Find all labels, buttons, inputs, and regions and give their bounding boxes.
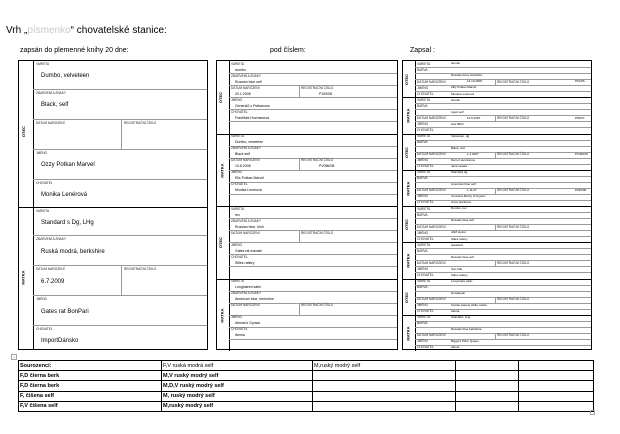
sibling-cell: F,V čišena self — [19, 401, 162, 411]
reg-label: REGISTRAČNÍ ČÍSLO — [497, 260, 530, 265]
sibling-cell — [313, 381, 456, 391]
color-label: BARVA — [417, 248, 428, 253]
variety-value: standard — [451, 242, 463, 247]
breeder-label: CHOVATEL — [417, 127, 434, 132]
variety-value: Velveteen, dg — [451, 133, 470, 138]
block-divider — [403, 134, 591, 135]
under-number-label: pod číslem: — [270, 47, 306, 54]
variety-label: VARIETA — [417, 315, 431, 320]
reg-value: P109/08 — [319, 91, 333, 96]
name-value: Zilly Potkan Marvel — [451, 85, 477, 90]
dam-label: MATKA — [405, 253, 411, 268]
reg-label: REGISTRAČNÍ ČÍSLO — [497, 297, 530, 302]
row-divider — [415, 291, 591, 292]
color-label: BARVA — [417, 212, 428, 217]
color-value: Black, self — [451, 145, 465, 150]
block-divider — [403, 206, 591, 207]
variety-value: dumbo — [451, 97, 461, 102]
birth-label: DATUM NAROZENÍ — [417, 297, 446, 302]
breeder-value: Alenia — [451, 309, 460, 313]
row-divider — [415, 109, 591, 110]
color-value: American blue, berkshire — [235, 297, 274, 301]
row-divider — [415, 103, 591, 104]
title-suffix: “ chovatelské stanice: — [70, 25, 167, 36]
name-label: JMÉNO — [417, 121, 429, 126]
birth-label: DATUM NAROZENÍ — [417, 79, 446, 84]
sire-birth-label: DATUM NAROZENÍ — [36, 121, 65, 125]
reg-value: PV086/08 — [319, 164, 335, 168]
sibling-cell — [456, 361, 519, 371]
color-value: Russian blue, Irish — [235, 224, 264, 229]
variety-label: VARIETA — [417, 206, 431, 211]
cell-divider — [495, 260, 496, 266]
siblings-heading: Sourozenci: — [19, 361, 162, 371]
row-divider — [229, 182, 397, 183]
color-value: Black self — [235, 152, 250, 156]
row-divider — [415, 248, 591, 249]
variety-value: rex — [235, 212, 240, 217]
cell-divider — [495, 152, 496, 158]
color-value: Russian blue self — [451, 218, 474, 223]
variety-label: VARIETA — [231, 61, 245, 66]
breeder-value: Alenia — [451, 345, 460, 350]
reg-value: P10/06 — [575, 79, 585, 84]
variety-label: VARIETA — [231, 134, 245, 138]
variety-value: dumbo — [451, 61, 461, 66]
row-divider — [415, 327, 591, 328]
cell-divider — [299, 230, 300, 242]
breeder-value: Anna Horštová — [451, 200, 471, 205]
birth-label: DATUM NAROZENÍ — [417, 260, 446, 265]
row-divider — [229, 170, 397, 171]
color-value: Agutí self — [451, 109, 464, 114]
name-label: JMÉNO — [417, 339, 429, 344]
dam-label: MATKA — [219, 307, 225, 323]
grandparents-column — [216, 60, 398, 350]
breeder-value: Monika Lenérová — [451, 91, 475, 96]
sire-label: OTEC — [404, 73, 410, 86]
title-prefix: Vrh „ — [6, 25, 28, 36]
row-divider — [415, 285, 591, 286]
sibling-cell — [313, 401, 456, 411]
table-row — [19, 371, 594, 381]
sire-color: Black, self — [41, 102, 69, 108]
great-grandparents-column — [402, 60, 592, 350]
variety-value: Dumbo, velveteen — [235, 140, 264, 144]
reg-value: P230/06 — [575, 188, 587, 193]
name-value: Cerevina Monty of Gyelov — [451, 194, 486, 199]
birth-label: DATUM NAROZENÍ — [231, 85, 260, 90]
row-divider — [415, 85, 591, 86]
page-title — [6, 25, 167, 36]
color-label: BARVA — [417, 67, 428, 72]
sibling-cell — [456, 401, 519, 411]
name-value: Carras sweety white russie — [451, 302, 487, 307]
cell-divider — [495, 297, 496, 303]
row-divider — [415, 303, 591, 304]
reg-label: REGISTRAČNÍ ČÍSLO — [301, 85, 334, 90]
row-divider — [415, 339, 591, 340]
color-value: Russian blue berkshire — [451, 327, 482, 332]
color-label: ZBARVENÍ A ZNAKY — [231, 73, 262, 78]
breeder-label: CHOVATEL — [417, 164, 434, 169]
dam-reg-label: REGISTRAČNÍ ČÍSLO — [124, 267, 157, 271]
row-divider — [415, 266, 591, 267]
variety-label: VARIETA — [417, 97, 431, 102]
sire-color-label: ZBARVENÍ A ZNAKY — [36, 91, 67, 95]
birth-value: 1.11.07 — [467, 188, 477, 193]
variety-value: Longhaired satin — [235, 285, 261, 289]
reg-label: REGISTRAČNÍ ČÍSLO — [301, 158, 334, 162]
birth-value: 10.6.2007 — [467, 115, 481, 120]
row-divider — [229, 327, 397, 328]
sibling-cell: M, ruský modrý self — [162, 391, 313, 401]
dam-label: MATKA — [405, 326, 411, 341]
variety-value: dumbo — [235, 67, 246, 72]
dam-name: Gates rat BonPari — [41, 309, 89, 315]
table-row — [19, 391, 594, 401]
variety-label: VARIETA — [417, 170, 431, 175]
breeder-value: Alenia — [235, 333, 245, 337]
sire-label: OTEC — [21, 125, 27, 138]
color-value: Himalayan — [451, 290, 466, 295]
breeder-label: CHOVATEL — [231, 182, 248, 186]
sibling-cell — [456, 391, 519, 401]
row-divider — [415, 230, 591, 231]
reg-label: REGISTRAČNÍ ČÍSLO — [497, 79, 530, 84]
color-label: BARVA — [417, 103, 428, 108]
breeder-label: CHOVATEL — [417, 200, 434, 205]
row-divider — [229, 339, 397, 340]
cell-divider — [495, 115, 496, 121]
name-label: JMÉNO — [231, 315, 243, 319]
parents-column — [18, 60, 208, 350]
block-divider — [403, 97, 591, 98]
name-value: Sun Flat — [451, 266, 463, 271]
name-label: JMÉNO — [417, 158, 429, 163]
row-divider — [229, 315, 397, 316]
breeder-label: CHOVATEL — [417, 272, 434, 277]
row-divider — [415, 194, 591, 195]
birth-label: DATUM NAROZENÍ — [231, 230, 260, 235]
birth-label: DATUM NAROZENÍ — [231, 303, 260, 307]
color-label: ZBARVENÍ A ZNAKY — [231, 291, 262, 295]
table-resize-handle[interactable] — [590, 410, 595, 415]
cell-divider — [495, 79, 496, 85]
breeder-value: Stiles rattery — [235, 260, 255, 265]
row-divider — [415, 176, 591, 177]
breeder-label: CHOVATEL — [417, 345, 434, 350]
breeder-label: CHOVATEL — [231, 327, 248, 331]
birth-label: DATUM NAROZENÍ — [417, 188, 446, 193]
birth-value: 20.1.2008 — [235, 91, 251, 96]
row-divider — [229, 242, 397, 243]
dam-breeder-label: CHOVATEL — [36, 327, 53, 331]
color-value: Russian dove berkshire — [451, 73, 483, 78]
sire-label: OTEC — [218, 236, 224, 249]
row-divider — [415, 254, 591, 255]
reg-label: REGISTRAČNÍ ČÍSLO — [497, 115, 530, 120]
row-divider — [415, 345, 591, 346]
sire-variety: Dumbo, velveteen — [41, 73, 90, 79]
dam-label: MATKA — [405, 108, 411, 123]
name-label: JMÉNO — [417, 303, 429, 308]
row-divider — [415, 146, 591, 147]
sibling-cell: M,V ruský modrý self — [162, 371, 313, 381]
row-divider — [415, 158, 591, 159]
variety-label: VARIETA — [417, 61, 431, 66]
sibling-cell — [519, 381, 594, 391]
sire-breeder: Monika Lenérová — [41, 192, 88, 198]
reg-value: P50/07 — [575, 115, 585, 120]
variety-label: VARIETA — [231, 206, 245, 211]
variety-label: VARIETA — [417, 134, 431, 138]
name-label: JMÉNO — [231, 97, 243, 102]
sire-label: OTEC — [218, 91, 224, 104]
breeder-value: František Hozmanová — [235, 115, 270, 120]
row-divider — [415, 236, 591, 237]
breeder-value: Jana vesela — [451, 164, 468, 168]
row-divider — [415, 212, 591, 213]
row-divider — [415, 121, 591, 122]
sire-label: OTEC — [404, 146, 410, 158]
dam-label: MATKA — [20, 270, 26, 285]
row-divider — [415, 127, 591, 128]
sire-label: OTEC — [404, 218, 410, 231]
dam-variety-label: VARIETA — [36, 209, 50, 213]
name-label: JMÉNO — [417, 194, 429, 199]
variety-value: Standard, LHg — [451, 315, 471, 320]
variety-value: Dumbo, rex — [451, 206, 467, 211]
dam-name-label: JMÉNO — [36, 297, 48, 301]
reg-label: REGISTRAČNÍ ČÍSLO — [301, 303, 334, 307]
sibling-cell — [519, 361, 594, 371]
sibling-cell — [313, 391, 456, 401]
row-divider — [415, 272, 591, 273]
reg-value: PV460/07 — [575, 151, 589, 156]
color-label: ZBARVENÍ A ZNAKY — [231, 146, 262, 150]
variety-value: Long haire satin — [451, 278, 473, 283]
birth-value: 10.6.2008 — [235, 164, 251, 168]
sibling-cell: M,ruský modrý self — [162, 401, 313, 411]
name-value: Elis Potkan Marvel — [235, 176, 264, 180]
name-label: JMÉNO — [231, 242, 243, 247]
birth-label: DATUM NAROZENÍ — [417, 224, 446, 229]
row-divider — [415, 218, 591, 219]
name-value: Generál2 z Potkanova — [235, 103, 270, 108]
row-divider — [415, 309, 591, 310]
block-divider — [403, 242, 591, 243]
name-value: Gates rat maxakt — [235, 248, 262, 253]
reg-label: REGISTRAČNÍ ČÍSLO — [301, 230, 334, 235]
litter-name: písmenko — [27, 25, 71, 36]
recorded-by-label: Zapsal : — [410, 47, 435, 54]
birth-label: DATUM NAROZENÍ — [231, 158, 260, 162]
color-label: BARVA — [417, 321, 428, 326]
sire-reg-label: REGISTRAČNÍ ČÍSLO — [124, 121, 157, 125]
siblings-table — [18, 360, 594, 412]
row-divider — [229, 97, 397, 98]
color-value: Russian blue self — [451, 254, 474, 259]
sibling-cell: M,D,V ruský modrý self — [162, 381, 313, 391]
color-label: BARVA — [417, 285, 428, 290]
entry-label: zapsán do plemenné knihy 20 dne: — [20, 47, 129, 54]
breeder-value: Stiles rattery — [451, 236, 468, 241]
name-value: Dart of eurotrance — [451, 157, 476, 162]
row-divider — [415, 140, 591, 141]
name-label: JMÉNO — [417, 230, 429, 235]
cell-divider — [495, 188, 496, 194]
cell-divider — [495, 333, 496, 339]
dam-color: Ruská modrá, berkshire — [41, 249, 105, 255]
reg-label: REGISTRAČNÍ ČÍSLO — [497, 188, 530, 193]
color-label: BARVA — [417, 176, 428, 181]
row-divider — [415, 73, 591, 74]
row-divider — [415, 67, 591, 68]
birth-value: 14.10.2006 — [467, 79, 483, 84]
row-divider — [415, 164, 591, 165]
breeder-label: CHOVATEL — [417, 91, 434, 96]
row-divider — [415, 200, 591, 201]
color-label: ZBARVENÍ A ZNAKY — [231, 218, 262, 223]
cell-divider — [299, 158, 300, 170]
sibling-cell — [519, 401, 594, 411]
sibling-cell — [456, 371, 519, 381]
table-row — [19, 401, 594, 411]
variety-label: VARIETA — [417, 279, 431, 283]
sire-name: Ozzy Potkan Marvel — [41, 162, 95, 168]
sire-label: OTEC — [404, 291, 410, 303]
sibling-cell: F,V ruská modrá self — [162, 361, 313, 371]
block-divider — [403, 279, 591, 280]
block-divider — [403, 170, 591, 171]
reg-label: REGISTRAČNÍ ČÍSLO — [497, 333, 530, 338]
row-divider — [229, 121, 397, 122]
row-divider — [415, 182, 591, 183]
variety-value: Standard dg — [451, 170, 468, 175]
breeder-label: CHOVATEL — [417, 309, 434, 314]
sire-variety-label: VARIETA — [36, 62, 50, 66]
sibling-cell — [519, 371, 594, 381]
birth-label: DATUM NAROZENÍ — [417, 333, 446, 338]
name-label: JMÉNO — [231, 170, 243, 174]
dam-color-label: ZBARVENÍ A ZNAKY — [36, 237, 67, 241]
dam-label: MATKA — [405, 181, 411, 196]
birth-label: DATUM NAROZENÍ — [417, 115, 446, 120]
reg-label: REGISTRAČNÍ ČÍSLO — [497, 152, 530, 157]
breeder-label: CHOVATEL — [231, 254, 248, 259]
sibling-cell: F,D čierna berk — [19, 381, 162, 391]
sire-breeder-label: CHOVATEL — [36, 181, 53, 185]
sibling-cell — [313, 371, 456, 381]
sibling-cell: F, čišena self — [19, 391, 162, 401]
name-value: JAM Lipton — [451, 230, 467, 235]
variety-label: VARIETA — [231, 279, 245, 283]
dam-variety: Standard s Dg, LHg — [41, 220, 94, 226]
color-value: Russian blue self — [235, 79, 262, 84]
birth-label: DATUM NAROZENÍ — [417, 152, 446, 157]
table-row — [19, 381, 594, 391]
reg-label: REGISTRAČNÍ ČÍSLO — [497, 224, 530, 229]
breeder-value: Monika Lenérová — [235, 188, 262, 192]
sibling-cell — [456, 381, 519, 391]
birth-value: 1.1.2007 — [467, 151, 479, 156]
row-divider — [229, 109, 397, 110]
block-divider — [403, 315, 591, 316]
row-divider — [415, 321, 591, 322]
dam-label: MATKA — [219, 162, 225, 178]
dam-birth: 6.7.2009 — [41, 279, 65, 285]
name-value: Biggers Pitter Queen — [451, 339, 479, 344]
breeder-value: Stiles rattery — [451, 272, 468, 277]
breeder-label: CHOVATEL — [231, 109, 248, 114]
name-label: JMÉNO — [417, 85, 429, 90]
name-value: Alenas's Gyosai — [235, 321, 260, 325]
row-divider — [229, 194, 397, 195]
cell-divider — [299, 85, 300, 97]
cell-divider — [495, 224, 496, 230]
sibling-cell: F,D čierna berk — [19, 371, 162, 381]
color-value: American blue self — [451, 182, 476, 187]
cell-divider — [299, 303, 300, 315]
variety-label: VARIETA — [417, 242, 431, 247]
color-label: BARVA — [417, 140, 428, 145]
name-value: Zoe RDG — [451, 121, 464, 126]
table-move-handle[interactable]: + — [11, 354, 17, 360]
row-divider — [229, 266, 397, 267]
sibling-cell: M,ruský modrý self — [313, 361, 456, 371]
row-divider — [415, 91, 591, 92]
dam-breeder: ImportDánsko — [41, 338, 79, 344]
name-label: JMÉNO — [417, 266, 429, 271]
dam-birth-label: DATUM NAROZENÍ — [36, 267, 65, 271]
breeder-label: CHOVATEL — [417, 236, 434, 241]
sire-name-label: JMÉNO — [36, 151, 48, 155]
row-divider — [229, 254, 397, 255]
sibling-cell — [519, 391, 594, 401]
